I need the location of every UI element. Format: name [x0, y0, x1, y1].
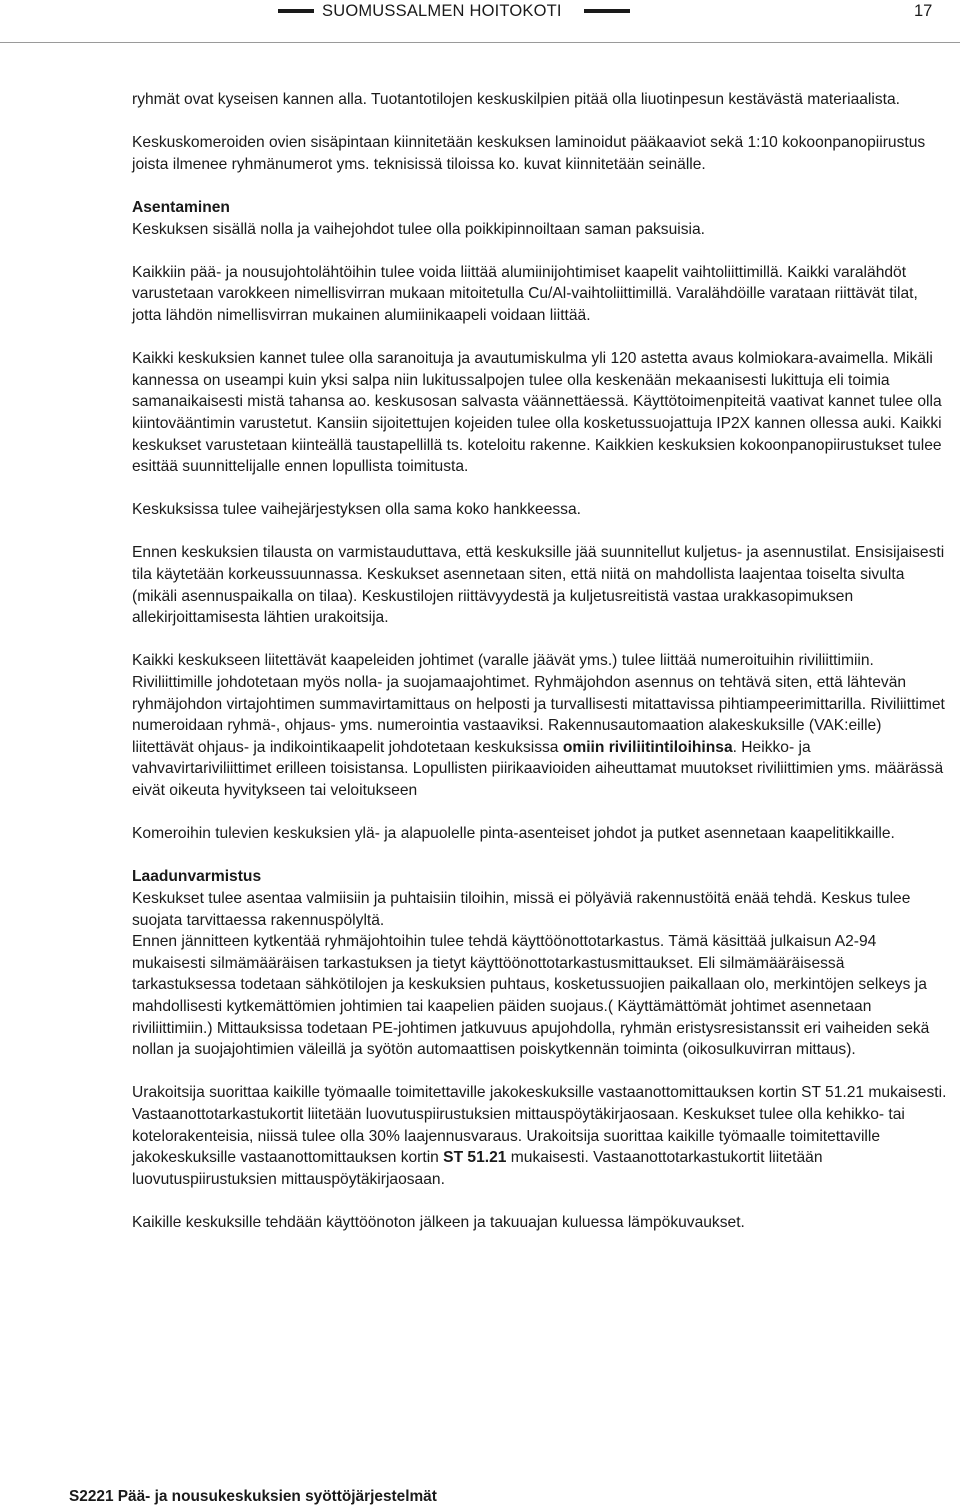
- paragraph-3: Keskuksen sisällä nolla ja vaihejohdot tulee olla poikkipinnoiltaan saman paksuisia.: [132, 220, 705, 238]
- paragraph-8-bold: omiin riviliitintiloihinsa: [562, 738, 733, 756]
- page-header: [0, 0, 960, 42]
- paragraph-11: Ennen jännitteen kytkentää ryhmäjohtoihin tulee tehdä käyttöönottotarkastus. Tämä käsittää julkaisun A2-94 mukaisesti silmämääräisen tarkastuksen ja tietyt käyttöönottotarkastusmittaukset. Eli silmämääräisessä tarkastuksessa todetaan sähkötilojen ja keskuksien puhtaus, kosketussuojien paikallaan olo, merkintöjen selkeys ja mahdollisesti kytkemättömien johtimien tai kaapelien päiden suojaus.( Käyttämättömät johtimet asennetaan riviliittimiin.) Mittauksissa todetaan PE-johtimen jatkuvuus apujohdolla, ryhmän eristysresistanssit eri vaiheiden sekä nollan ja suojajohtimien väleillä ja syötön automaattisen poiskytkennän toiminta (oikosulkuvirran mittaus).: [132, 933, 930, 1059]
- paragraph-6: Keskuksissa tulee vaihejärjestyksen olla sama koko hankkeessa.: [132, 501, 581, 519]
- header-bar-right: [584, 9, 630, 13]
- paragraph-12-bold: ST 51.21: [443, 1149, 507, 1167]
- header-rule: [0, 42, 960, 43]
- paragraph-13: Kaikille keskuksille tehdään käyttöönoton jälkeen ja takuuajan kuluessa lämpökuvaukset.: [132, 1213, 745, 1231]
- paragraph-2: Keskuskomeroiden ovien sisäpintaan kiinnitetään keskuksen laminoidut pääkaaviot sekä 1:10 kokoonpanopiirustus joista ilmenee ryhmänumerot yms. teknisissä tiloissa ko. kuvat kiinnitetään seinälle.: [132, 134, 926, 173]
- page-footer: S2221 Pää- ja nousukeskuksien syöttöjärjestelmät: [69, 1488, 437, 1505]
- heading-laadunvarmistus: Laadunvarmistus: [132, 868, 262, 886]
- heading-asentaminen: Asentaminen: [132, 198, 230, 216]
- paragraph-12-text-c: mukaisesti. Vastaanottotarkastukortit liitetään luovutuspiirustuksien mittauspöytäkirjaosaan.: [132, 1149, 823, 1188]
- header-title: SUOMUSSALMEN HOITOKOTI: [322, 2, 562, 20]
- paragraph-1: ryhmät ovat kyseisen kannen alla. Tuotantotilojen keskuskilpien pitää olla liuotinpesun kestävästä materiaalista.: [132, 91, 900, 108]
- paragraph-5: Kaikki keskuksien kannet tulee olla saranoituja ja avautumiskulma yli 120 astetta avaus kolmiokara-avaimella. Mikäli kannessa on useampi kuin yksi salpa niin lukitussalpojen tulee olla keskenään mekaanisesti lukittuja eli toimia samanaikaisesti mistä tahansa ao. keskusosan salvasta väännettäessä. Käyttötoimenpiteitä vaativat kannet tulee olla kiintovääntimin varustetut. Kansiin sijoitettujen kojeiden tulee olla kosketussuojattuja IP2X kannen ollessa auki. Kaikki keskukset varustetaan kiinteällä taustapellillä ts. koteloitu rakenne. Kaikkien keskuksien kokoonpanopiirustukset tulee esittää suunnittelijalle ennen lopullista toimitusta.: [132, 350, 942, 476]
- header-bar-left: [278, 9, 314, 13]
- paragraph-8-text-c: . Heikko- ja vahvavirtariviliittimet erilleen toisistansa. Lopullisten piirikaavioiden aiheuttamat muutokset riviliittimien yms. määrässä eivät oikeuta hyvitykseen tai veloitukseen: [132, 738, 944, 799]
- paragraph-8: [132, 650, 947, 801]
- paragraph-12: [132, 1082, 947, 1190]
- paragraph-9: Komeroihin tulevien keskuksien ylä- ja alapuolelle pinta-asenteiset johdot ja putket asennetaan kaapelitikkaille.: [132, 825, 895, 843]
- page-number: 17: [914, 2, 933, 20]
- paragraph-4: Kaikkiin pää- ja nousujohtolähtöihin tulee voida liittää alumiinijohtimiset kaapelit vaihtoliittimillä. Kaikki varalähdöt varustetaan varokkeen nimellisvirran mukaan mitoitetulla Cu/Al-vaihtoliittimillä. Varalähdöille varataan riittävät tilat, jotta lähdön nimellisvirran mukainen alumiinikaapeli voidaan liittää.: [132, 263, 918, 324]
- paragraph-8-text-a: Kaikki keskukseen liitettävät kaapeleiden johtimet (varalle jäävät yms.) tulee liittää numeroituihin riviliittimiin. Riviliittimille johdotetaan myös nolla- ja suojamaajohtimet. Ryhmäjohdon asennus on tehtävä siten, että lähtevän ryhmäjohdon virtajohtimen summavirtamittaus on helposti ja turvallisesti mitattavissa pihtiampeerimittarilla. Riviliittimet numeroidaan ryhmä-, ohjaus- yms. numerointia vastaaviksi. Rakennusautomaation alakeskuksille (VAK:eille) liitettävät ohjaus- ja indikointikaapelit johdotetaan keskuksissa: [132, 652, 945, 756]
- document-body: [132, 89, 947, 1233]
- paragraph-7: Ennen keskuksien tilausta on varmistauduttava, että keskuksille jää suunnitellut kuljetus- ja asennustilat. Ensisijaisesti tila käytetään korkeussuunnassa. Keskukset asennetaan siten, että niitä on mahdollista laajentaa toiselta sivulta (mikäli asennuspaikalla on tilaa). Keskustilojen riittävyydestä ja kuljetusreitistä vastaa urakkasopimuksen allekirjoittamisesta lähtien urakoitsija.: [132, 544, 945, 627]
- paragraph-10: Keskukset tulee asentaa valmiisiin ja puhtaisiin tiloihin, missä ei pölyäviä rakennustöitä enää tehdä. Keskus tulee suojata tarvittaessa rakennuspölyltä.: [132, 889, 911, 929]
- paragraph-12-text-a: Urakoitsija suorittaa kaikille työmaalle toimitettaville jakokeskuksille vastaanottomittauksen kortin ST 51.21 mukaisesti. Vastaanottotarkastukortit liitetään luovutuspiirustuksien mittauspöytäkirjaosaan. Keskukset tulee olla kehikko- tai kotelorakenteisia, niissä tulee olla 30% laajennusvaraus. Urakoitsija suorittaa kaikille työmaalle toimitettaville jakokeskuksille vastaanottomittauksen kortin: [132, 1084, 947, 1167]
